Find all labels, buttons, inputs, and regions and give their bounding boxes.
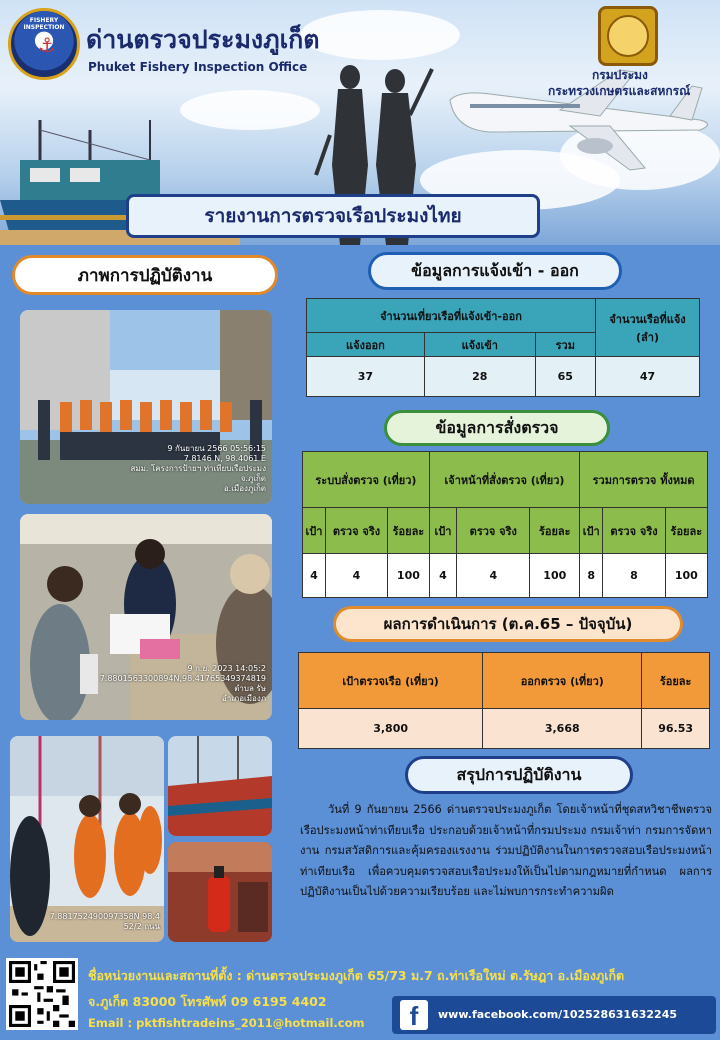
- in-value: 28: [424, 357, 535, 397]
- summary-title: สรุปการปฏิบัติงาน: [405, 756, 633, 794]
- results-percent-header: ร้อยละ: [642, 653, 710, 709]
- officer-percent-value: 100: [530, 554, 580, 598]
- department-name: กรมประมง: [592, 68, 648, 82]
- results-target-value: 3,800: [299, 709, 483, 749]
- in-label: แจ้งเข้า: [424, 333, 535, 357]
- system-target-value: 4: [303, 554, 326, 598]
- report-in-out-table: [306, 298, 700, 397]
- officer-percent-label: ร้อยละ: [530, 508, 580, 554]
- facebook-link[interactable]: [392, 996, 716, 1034]
- photos-section-title: ภาพการปฏิบัติงาน: [12, 255, 278, 295]
- trips-header: จำนวนเที่ยวเรือที่แจ้งเข้า-ออก: [307, 299, 596, 333]
- total-label: รวม: [535, 333, 595, 357]
- officer-target-value: 4: [429, 554, 456, 598]
- system-header: ระบบสั่งตรวจ (เที่ยว): [303, 452, 430, 508]
- anchor-icon: ⚓: [38, 33, 56, 57]
- system-target-label: เป้า: [303, 508, 326, 554]
- facebook-icon: f: [400, 1000, 428, 1030]
- results-percent-value: 96.53: [642, 709, 710, 749]
- results-table: [298, 652, 710, 749]
- out-label: แจ้งออก: [307, 333, 425, 357]
- summary-text: วันที่ 9 กันยายน 2566 ด่านตรวจประมงภูเก็ต โดยเจ้าหน้าที่ชุดสหวิชาชีพตรวจเรือประมงหน้าท่าเทียบเรือ ประกอบด้วยเจ้าหน้าที่กรมประมง กรมเจ้าท่า กรมการจัดหางาน กรมสวัสดิการและคุ้มครองแรงงาน ร่วมปฏิบัติงานในการตรวจสอบเรือประมงหน้าท่าเทียบเรือ เพื่อควบคุมตรวจสอบเรือประมงให้เป็นไปตามกฎหมายที่กำหนด ผลการปฏิบัติงานเป็นไปด้วยความเรียบร้อย และไม่พบการกระทำความผิด: [300, 803, 712, 898]
- system-percent-value: 100: [387, 554, 429, 598]
- results-target-header: เป้าตรวจเรือ (เที่ยว): [299, 653, 483, 709]
- address-line-2: จ.ภูเก็ต 83000 โทรศัพท์ 09 6195 4402: [88, 994, 327, 1009]
- order-inspection-table: [302, 451, 708, 598]
- grand-total-header: รวมการตรวจ ทั้งหมด: [580, 452, 708, 508]
- qr-code[interactable]: [6, 958, 78, 1030]
- total-value: 65: [535, 357, 595, 397]
- officer-header: เจ้าหน้าที่สั่งตรวจ (เที่ยว): [429, 452, 579, 508]
- address-line-1: ชื่อหน่วยงานและสถานที่ตั้ง : ด่านตรวจประมงภูเก็ต 65/73 ม.7 ถ.ท่าเรือใหม่ ต.รัษฎา อ.เมืองภูเก็ต: [88, 968, 625, 983]
- office-name-thai: ด่านตรวจประมงภูเก็ต: [86, 25, 320, 54]
- system-percent-label: ร้อยละ: [387, 508, 429, 554]
- fishery-inspection-logo: FISHERY INSPECTION ⚓: [8, 8, 80, 80]
- crew-inspection-photo: 7.881752490097358N 98.4 52/2 ถนน: [10, 736, 164, 942]
- fire-extinguisher-photo: [168, 842, 272, 942]
- total-actual-label: ตรวจ จริง: [603, 508, 665, 554]
- out-value: 37: [307, 357, 425, 397]
- email-address[interactable]: Email : pktfishtradeins_2011@hotmail.com: [88, 1016, 365, 1030]
- facebook-url: www.facebook.com/102528631632245: [438, 1008, 677, 1021]
- report-title: รายงานการตรวจเรือประมงไทย: [126, 194, 540, 238]
- officer-actual-label: ตรวจ จริง: [457, 508, 530, 554]
- total-percent-label: ร้อยละ: [665, 508, 707, 554]
- order-inspection-title: ข้อมูลการสั่งตรวจ: [384, 410, 610, 446]
- total-target-label: เป้า: [580, 508, 603, 554]
- operation-photo-group: 9 กันยายน 2566 05:56:15 7.8146 N, 98.4061 E สมม. โครงการป้ายฯ ท่าเทียบเรือประมง จ.ภูเก็ต อ.เมืองภูเก็ต: [20, 310, 272, 504]
- officer-actual-value: 4: [457, 554, 530, 598]
- office-name-english: Phuket Fishery Inspection Office: [88, 60, 308, 74]
- system-actual-value: 4: [326, 554, 388, 598]
- boat-hull-photo: [168, 736, 272, 836]
- ministry-name: กระทรวงเกษตรและสหกรณ์: [548, 84, 691, 98]
- total-percent-value: 100: [665, 554, 707, 598]
- airplane-image: [430, 60, 720, 180]
- system-actual-label: ตรวจ จริง: [326, 508, 388, 554]
- total-actual-value: 8: [603, 554, 665, 598]
- report-in-out-title: ข้อมูลการแจ้งเข้า - ออก: [368, 252, 622, 290]
- officer-target-label: เป้า: [429, 508, 456, 554]
- inspection-photo-documents: 9 ก.ย. 2023 14:05:2 7.8801563300894N,98.41765349374819 ตำบล รัษ อำเภอเมืองภ: [20, 514, 272, 720]
- results-title: ผลการดำเนินการ (ต.ค.65 – ปัจจุบัน): [333, 606, 683, 642]
- department-seal: [598, 6, 658, 66]
- vessels-header: จำนวนเรือที่แจ้ง (ลำ): [596, 299, 700, 357]
- results-inspected-header: ออกตรวจ (เที่ยว): [483, 653, 642, 709]
- results-inspected-value: 3,668: [483, 709, 642, 749]
- vessels-value: 47: [596, 357, 700, 397]
- total-target-value: 8: [580, 554, 603, 598]
